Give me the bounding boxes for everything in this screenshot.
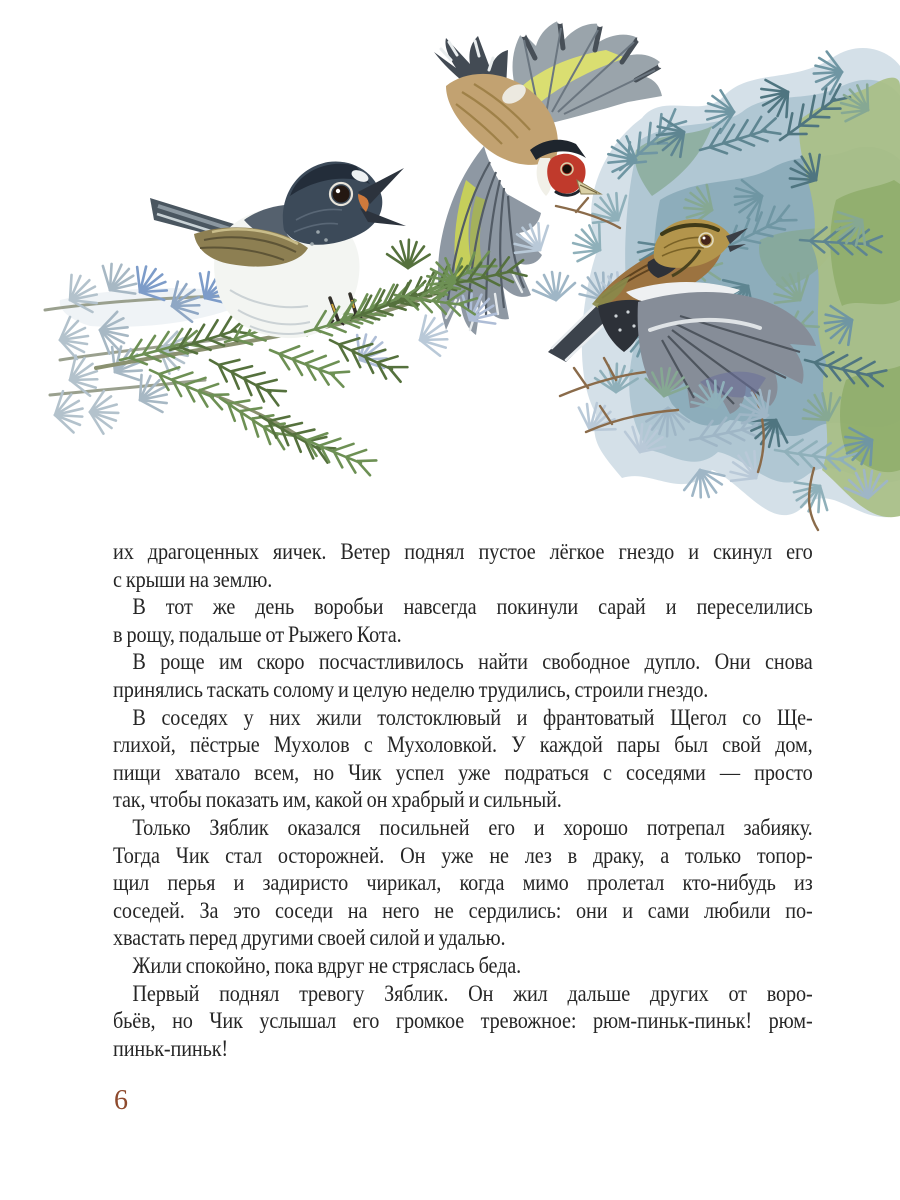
text-line: пиньк-пиньк! (113, 1035, 229, 1061)
text-line: в рощу, подальше от Рыжего Кота. (113, 621, 402, 647)
text-line: Первый поднял тревогу Зяблик. Он жил дальше других от воро- (132, 980, 813, 1006)
text-line: пищи хватало всем, но Чик успел уже подраться с соседями — просто (113, 759, 813, 785)
page-number: 6 (114, 1085, 128, 1116)
text-line: В роще им скоро посчастливилось найти свободное дупло. Они снова (132, 649, 813, 675)
text-line: их драгоценных яичек. Ветер поднял пустое лёгкое гнездо и скинул его (113, 539, 813, 564)
text-line: принялись таскать солому и целую неделю трудились, строили гнездо. (113, 676, 709, 702)
story-text (113, 538, 813, 1062)
text-line: с крыши на землю. (113, 566, 273, 592)
text-line: Жили спокойно, пока вдруг не стряслась беда. (132, 952, 522, 978)
text-line: глихой, пёстрые Мухолов с Мухоловкой. У каждой пары был свой дом, (113, 732, 813, 758)
text-line: хвастать перед другими своей силой и удалью. (113, 925, 506, 951)
text-line: В тот же день воробьи навсегда покинули сарай и переселились (132, 594, 813, 620)
illustration (0, 0, 900, 535)
text-line: бьёв, но Чик услышал его громкое тревожное: рюм-пиньк-пиньк! рюм- (113, 1008, 813, 1034)
text-line: Только Зяблик оказался посильней его и хорошо потрепал забияку. (132, 814, 813, 840)
text-line: щил перья и задиристо чирикал, когда мимо пролетал кто-нибудь из (113, 870, 813, 896)
birds-watercolor-scene (0, 0, 900, 535)
text-line: В соседях у них жили толстоклювый и франтоватый Щегол со Ще- (132, 704, 813, 730)
text-line: так, чтобы показать им, какой он храбрый и сильный. (113, 787, 562, 813)
text-line: Тогда Чик стал осторожней. Он уже не лез в драку, а только топор- (113, 842, 813, 868)
text-line: соседей. За это соседи на него не сердились: они и сами любили по- (113, 897, 813, 923)
